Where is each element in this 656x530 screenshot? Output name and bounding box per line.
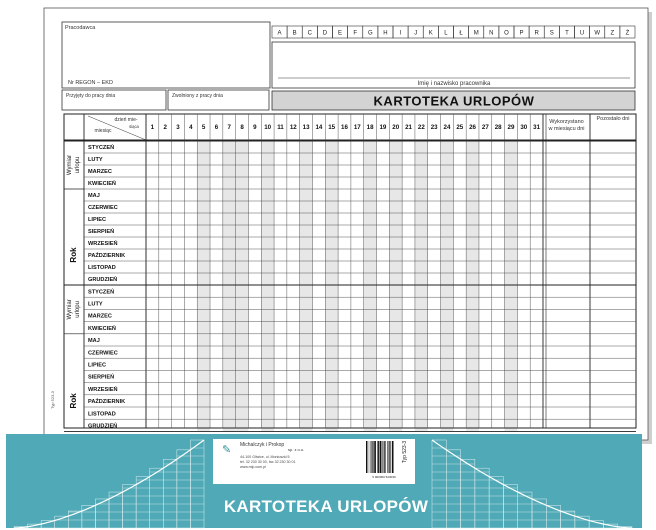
month-name: KWIECIEŃ [88, 181, 116, 188]
day-number: 13 [302, 124, 310, 131]
form-title: KARTOTEKA URLOPÓW [373, 93, 535, 109]
day-number: 29 [507, 124, 515, 131]
letter-label: B [292, 30, 297, 37]
day-number: 27 [481, 124, 489, 131]
day-label: dzień mie- [114, 117, 138, 123]
day-number: 8 [240, 124, 244, 131]
address-line-1: 44-100 Gliwice, ul. Moniuszki 5 [240, 455, 290, 459]
day-number: 20 [392, 124, 400, 131]
brand-sub: sp. z o.o. [288, 447, 305, 452]
cover-strip [6, 434, 642, 528]
day-number: 1 [150, 124, 155, 131]
letter-label: C [307, 30, 312, 37]
used-label-2: w miesiącu dni [548, 126, 585, 132]
month-name: GRUDZIEŃ [88, 277, 118, 284]
month-name: KWIECIEŃ [88, 325, 116, 332]
day-number: 18 [366, 124, 374, 131]
address-line-2: tel. 32 230 30 00, fax 32 230 30 01 [240, 460, 296, 464]
letter-label: Z [610, 30, 615, 37]
month-name: CZERWIEC [88, 205, 118, 212]
month-name: MAJ [88, 193, 100, 200]
letter-label: S [549, 30, 554, 37]
year-label: Rok [69, 247, 78, 263]
day-number: 9 [253, 124, 257, 131]
print-code: Typ 523-3 [50, 391, 55, 409]
leave-size-label: Wymiar [67, 299, 73, 320]
month-name: STYCZEŃ [88, 289, 115, 296]
letter-label: R [534, 30, 539, 37]
leave-size-label: Wymiar [67, 154, 73, 176]
day-number: 7 [227, 124, 231, 131]
letter-label: H [383, 30, 388, 37]
cover-title: KARTOTEKA URLOPÓW [223, 497, 429, 516]
used-label: Wykorzystano [549, 119, 584, 125]
month-name: LIPIEC [88, 362, 107, 369]
employer-label: Pracodawca [65, 25, 96, 31]
day-number: 5 [201, 124, 206, 131]
day-number: 30 [520, 124, 528, 131]
day-number: 25 [456, 124, 464, 131]
barcode [366, 441, 394, 473]
letter-label: P [519, 30, 524, 37]
day-number: 12 [289, 124, 297, 131]
letter-label: E [338, 30, 343, 37]
barcode-number: 5 900000 523030 [372, 475, 396, 479]
month-name: LUTY [88, 301, 103, 308]
letter-label: F [353, 30, 358, 37]
month-name: SIERPIEŃ [88, 374, 115, 381]
letter-label: O [504, 30, 509, 37]
month-name: LIPIEC [88, 217, 107, 224]
release-label: Zwolniony z pracy dnia [172, 93, 223, 99]
letter-label: L [444, 30, 448, 37]
month-name: LISTOPAD [88, 411, 116, 418]
month-label: miesiąc [94, 128, 112, 134]
hire-label: Przyjęty do pracy dnia [66, 93, 116, 99]
month-name: LISTOPAD [88, 265, 116, 272]
letter-label: K [428, 30, 433, 37]
month-name: LUTY [88, 157, 103, 164]
letter-label: W [594, 30, 601, 37]
month-name: WRZESIEŃ [88, 386, 118, 393]
day-number: 4 [189, 124, 193, 131]
letter-label: D [322, 30, 328, 37]
form-sheet [44, 8, 648, 440]
month-name: WRZESIEŃ [88, 241, 118, 248]
month-name: PAŹDZIERNIK [88, 253, 126, 260]
leave-size-label-2: urlopu [75, 301, 81, 318]
letter-label: A [277, 30, 282, 37]
letter-label: N [489, 30, 494, 37]
day-number: 10 [264, 124, 272, 131]
day-number: 19 [379, 124, 387, 131]
day-number: 26 [469, 124, 477, 131]
day-number: 2 [163, 124, 167, 131]
day-number: 24 [443, 124, 451, 131]
regon-label: Nr REGON – EKD [68, 80, 113, 86]
day-number: 23 [430, 124, 438, 131]
day-number: 31 [533, 124, 541, 131]
month-name: GRUDZIEŃ [88, 423, 118, 430]
employee-label: Imię i nazwisko pracownika [417, 81, 491, 87]
letter-label: U [579, 30, 585, 37]
letter-label: M [473, 30, 479, 37]
month-name: CZERWIEC [88, 350, 118, 357]
address-line-3: www.mip.com.pl [240, 465, 266, 469]
remaining-label: Pozostało dni [596, 116, 630, 122]
publisher-logo-icon: ✎ [222, 444, 232, 456]
letter-label: Ł [459, 30, 463, 37]
day-number: 22 [417, 124, 425, 131]
month-name: STYCZEŃ [88, 145, 115, 152]
letter-label: I [399, 30, 402, 37]
leave-size-label-2: urlopu [75, 156, 81, 174]
day-label-2: siąca [129, 124, 139, 129]
month-name: MAJ [88, 338, 100, 345]
day-number: 6 [214, 124, 219, 131]
month-name: PAŹDZIERNIK [88, 399, 126, 406]
type-code: Typ 523-3 [402, 440, 408, 464]
letter-label: Ż [625, 30, 630, 37]
day-number: 14 [315, 124, 323, 131]
month-name: MARZEC [88, 169, 112, 176]
month-name: MARZEC [88, 313, 112, 320]
year-label: Rok [69, 393, 78, 409]
month-name: SIERPIEŃ [88, 229, 115, 236]
brand-name: Michalczyk i Prokop [240, 442, 285, 448]
day-number: 3 [176, 124, 180, 131]
day-number: 11 [277, 124, 284, 131]
day-number: 15 [328, 124, 336, 131]
letter-label: T [565, 30, 569, 37]
letter-label: G [367, 30, 373, 37]
day-number: 16 [341, 124, 348, 131]
day-number: 17 [353, 124, 361, 131]
day-number: 28 [494, 124, 502, 131]
letter-label: J [414, 30, 418, 37]
day-number: 21 [405, 124, 412, 131]
